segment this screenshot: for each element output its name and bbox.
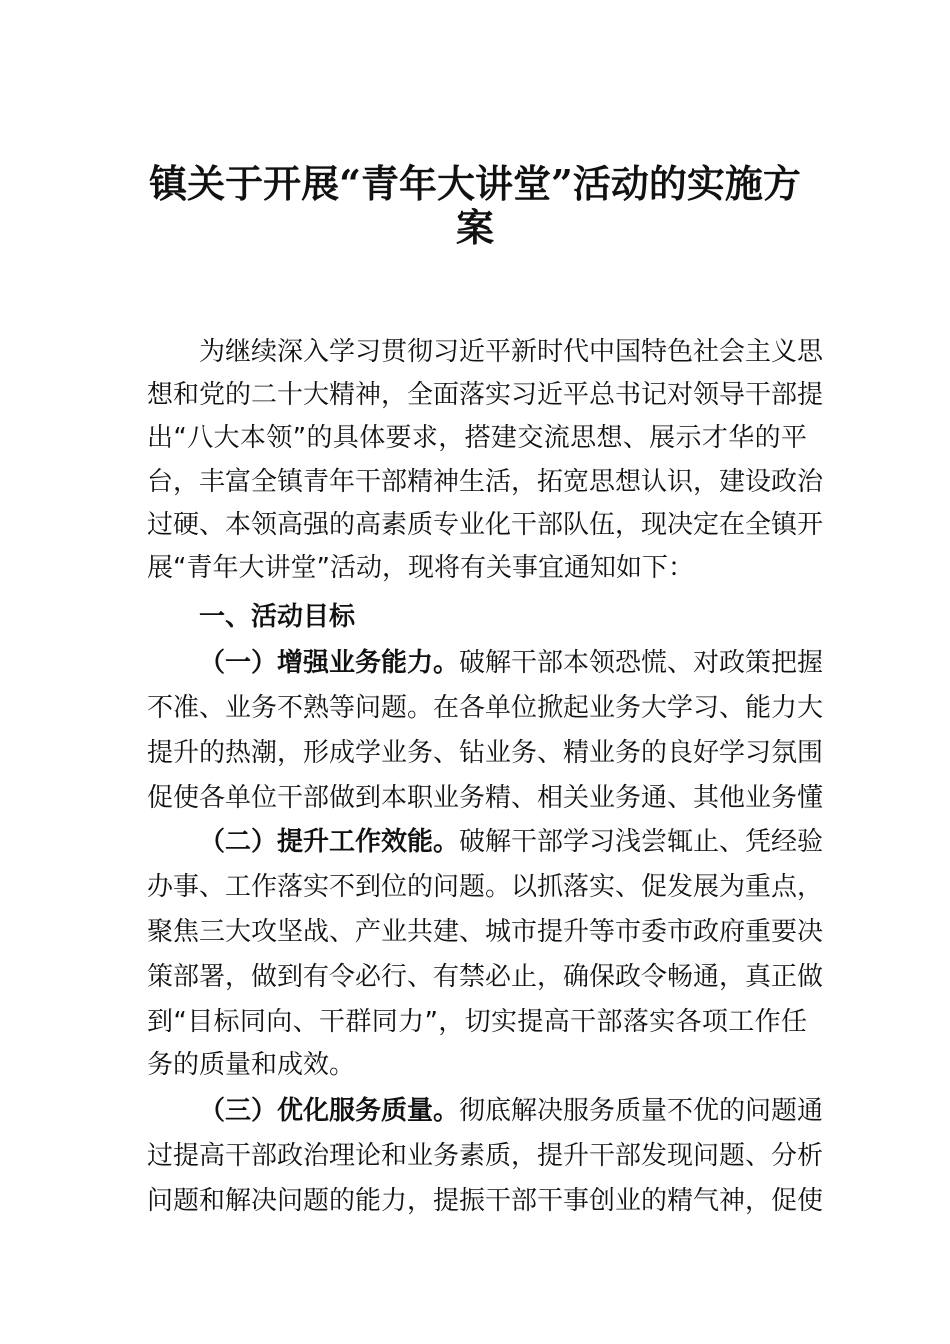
item-3-line: 问题和解决问题的能力，提振干部干事创业的精气神，促使 — [147, 1186, 824, 1216]
document-title-line-1: 镇关于开展“青年大讲堂”活动的实施方 — [149, 161, 801, 206]
item-1-text: 破解干部本领恐慌、对政策把握 — [459, 648, 824, 678]
item-2-line: 办事、工作落实不到位的问题。以抓落实、促发展为重点， — [147, 872, 824, 902]
item-1-line: 提升的热潮，形成学业务、钻业务、精业务的良好学习氛围 — [147, 738, 824, 768]
item-2-line: 聚焦三大攻坚战、产业共建、城市提升等市委市政府重要决 — [147, 917, 824, 947]
item-2-line: 务的质量和成效。 — [147, 1050, 356, 1080]
intro-line: 为继续深入学习贯彻习近平新时代中国特色社会主义思 — [199, 337, 824, 367]
item-2-label: （二）提升工作效能。 — [199, 827, 460, 857]
document-title-line-2: 案 — [455, 205, 494, 250]
item-3-line: 过提高干部政治理论和业务素质，提升干部发现问题、分析 — [147, 1141, 824, 1171]
item-1-line: 不准、业务不熟等问题。在各单位掀起业务大学习、能力大 — [147, 693, 824, 723]
section-heading: 一、活动目标 — [199, 602, 356, 632]
item-3-text: 彻底解决服务质量不优的问题通 — [459, 1096, 824, 1126]
item-3-label: （三）优化服务质量。 — [199, 1096, 460, 1126]
item-3-first-line — [199, 1089, 824, 1133]
item-2-text: 破解干部学习浅尝辄止、凭经验 — [459, 827, 824, 857]
intro-line: 出“八大本领”的具体要求，搭建交流思想、展示才华的平 — [147, 423, 807, 453]
item-2-line: 策部署，做到有令必行、有禁必止，确保政令畅通，真正做 — [147, 962, 824, 992]
item-2-line: 到“目标同向、干群同力”，切实提高干部落实各项工作任 — [147, 1007, 807, 1037]
item-1-first-line — [199, 641, 824, 685]
intro-line: 台，丰富全镇青年干部精神生活，拓宽思想认识，建设政治 — [147, 467, 824, 497]
intro-line: 展“青年大讲堂”活动，现将有关事宜通知如下： — [147, 553, 694, 583]
intro-line: 想和党的二十大精神，全面落实习近平总书记对领导干部提 — [147, 380, 824, 410]
intro-line: 过硬、本领高强的高素质专业化干部队伍，现决定在全镇开 — [147, 510, 824, 540]
item-2-first-line — [199, 820, 824, 864]
item-1-label: （一）增强业务能力。 — [199, 648, 460, 678]
item-1-line: 促使各单位干部做到本职业务精、相关业务通、其他业务懂 — [147, 783, 824, 813]
